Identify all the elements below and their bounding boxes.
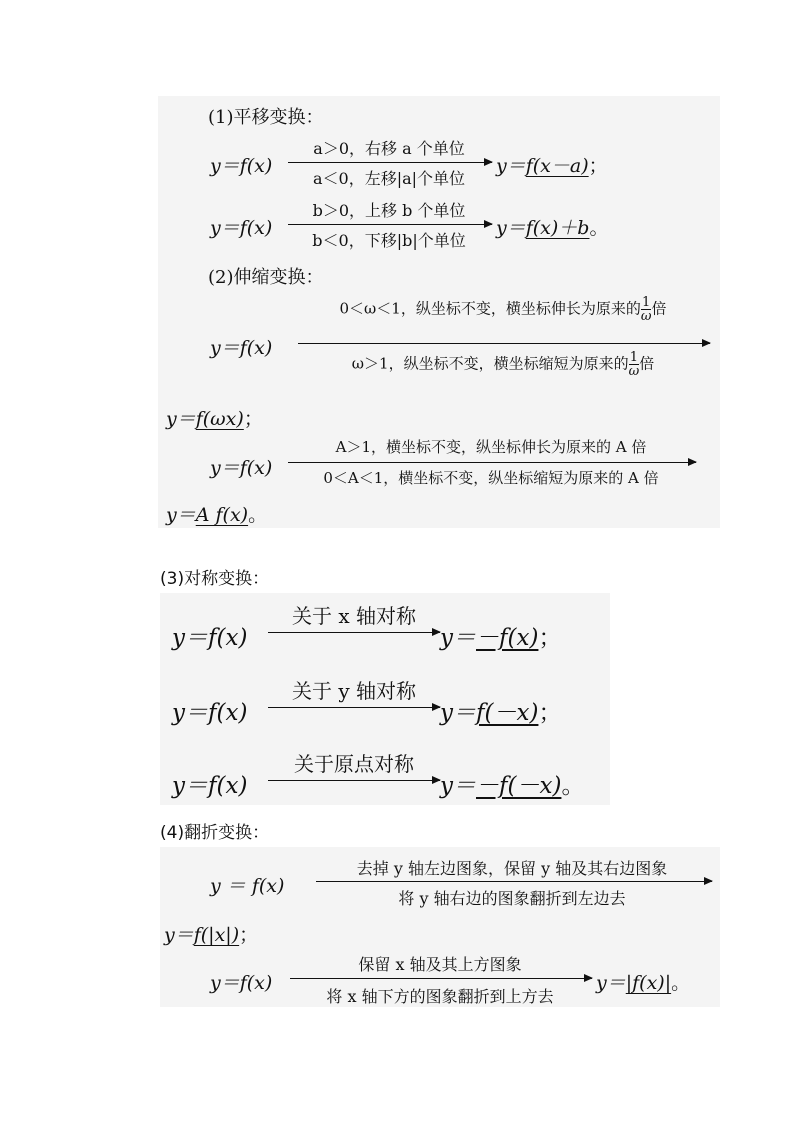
section1-row2-top-label: b＞0，上移 b 个单位 [312,201,466,220]
section3-row3-label: 关于原点对称 [294,752,414,776]
section2-amp-lhs: y＝f(x) [210,457,273,479]
section1-row2-result: f(x)＋b [525,217,590,239]
section3-row2-result: f(－x) [476,700,539,726]
section2-amp-result-prefix: y＝ [166,504,196,526]
section2-amp-top-label: A＞1，横坐标不变，纵坐标伸长为原来的 A 倍 [335,438,647,456]
section2-amp-result-line [166,500,267,527]
section2-omega-top-fraction [641,296,652,323]
section4-row2-end: 。 [671,972,691,994]
section2-omega-top-text: 0＜ω＜1，纵坐标不变，横坐标伸长为原来的 [339,299,641,318]
section1-row1-result: f(x－a) [525,155,589,177]
section3-row2-result-prefix: y＝ [440,700,476,726]
section3-row2-lhs: y＝f(x) [172,700,248,726]
section1-row1-bottom-label: a＜0，左移|a|个单位 [312,169,466,188]
section1-row2-result-prefix: y＝ [496,217,526,239]
section1-row1-top-label: a＞0，右移 a 个单位 [313,139,465,158]
section3-row2-label: 关于 y 轴对称 [291,679,416,703]
section3-row2-arrow [268,707,440,708]
section3-heading: (3)对称变换： [160,569,270,589]
section4-row1-arrow [316,881,712,882]
section2-heading: (2)伸缩变换： [208,267,324,288]
section3-row1-result: －f(x) [476,625,539,651]
section1-row2-bottom-label: b＜0，下移|b|个单位 [312,231,466,250]
fraction-denominator: ω [628,364,640,379]
section2-omega-end: ； [243,408,263,430]
section2-omega-result-line [166,404,263,431]
fraction-numerator: 1 [629,350,639,365]
section2-omega-top-label [298,296,708,323]
section4-row2-top-label: 保留 x 轴及其上方图象 [358,955,522,974]
section4-row1-end: ； [239,924,259,946]
section2-omega-bottom-label [298,351,708,378]
section2-omega-bottom-fraction [629,351,640,378]
section2-omega-result-prefix: y＝ [166,408,196,430]
section4-row2-result-prefix: y＝ [596,972,626,994]
section4-row2-bottom-label: 将 x 轴下方的图象翻折到上方去 [326,987,554,1006]
section4-row2-result: |f(x)| [625,972,672,994]
section2-omega-arrow [298,343,710,344]
section1-row1-result-line [496,151,608,178]
section2-omega-lhs: y＝f(x) [210,337,273,359]
section3-row1-label: 关于 x 轴对称 [292,604,416,628]
section3-row1-end: ； [538,625,562,651]
section4-heading: (4)翻折变换： [160,823,270,843]
section1-row2-lhs: y＝f(x) [210,217,273,239]
section1-row2-arrow [288,224,492,225]
section4-row1-bottom-label: 将 y 轴右边的图象翻折到左边去 [398,889,626,908]
section2-omega-top-suffix: 倍 [651,299,667,318]
section4-row1-result-prefix: y＝ [164,924,194,946]
section3-row3-result-prefix: y＝ [440,773,476,799]
section3-row3-result-line [440,767,584,800]
section1-row1-arrow [288,162,492,163]
section3-row3-lhs: y＝f(x) [172,773,248,799]
fraction-denominator: ω [640,309,652,324]
section4-row1-result: f(|x|) [193,924,240,946]
section1-row1-result-prefix: y＝ [496,155,526,177]
section4-row2-arrow [290,978,592,979]
section3-row3-arrow [268,780,440,781]
section2-omega-bottom-text: ω＞1，纵坐标不变，横坐标缩短为原来的 [351,354,629,373]
section2-amp-end: 。 [248,504,268,526]
section3-row3-end: 。 [561,773,585,799]
section1-row1-end: ； [588,155,608,177]
section3-row1-result-line [440,619,561,652]
fraction-numerator: 1 [642,295,651,310]
section1-heading: (1)平移变换： [208,107,324,128]
section2-amp-arrow [288,462,696,463]
section3-row1-arrow [268,632,440,633]
section4-row1-lhs: y ＝ f(x) [210,875,285,897]
section1-row2-end: 。 [589,217,609,239]
section2-omega-result: f(ωx) [195,408,244,430]
section4-row2-lhs: y＝f(x) [210,972,273,994]
section3-row1-lhs: y＝f(x) [172,625,248,651]
section1-row1-lhs: y＝f(x) [210,155,273,177]
section1-row2-result-line [496,213,609,240]
section3-row3-result: －f(－x) [476,773,562,799]
section2-amp-bottom-label: 0＜A＜1，横坐标不变，纵坐标缩短为原来的 A 倍 [323,469,659,487]
section2-amp-result: A f(x) [195,504,249,526]
section3-row1-result-prefix: y＝ [440,625,476,651]
section4-row1-result-line [164,920,258,947]
section3-row2-end: ； [538,700,562,726]
section3-row2-result-line [440,694,561,727]
section4-row2-result-line [596,968,690,995]
section2-omega-bottom-suffix: 倍 [639,354,655,373]
section4-row1-top-label: 去掉 y 轴左边图象，保留 y 轴及其右边图象 [356,859,668,878]
